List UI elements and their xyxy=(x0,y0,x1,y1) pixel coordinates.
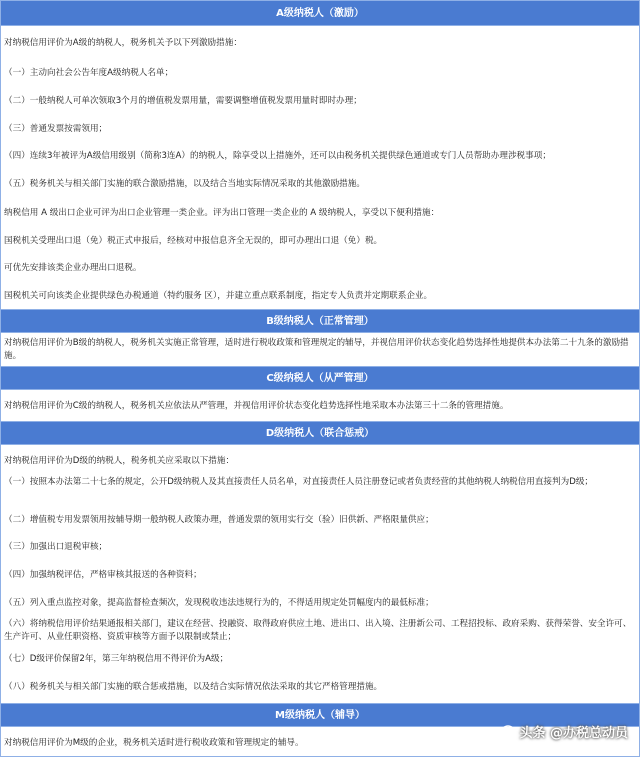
d-line-4: （四）加强纳税评估，严格审核其报送的各种资料； xyxy=(4,570,202,580)
d-line-3: （三）加强出口退税审核； xyxy=(4,542,108,552)
a-line-7: 国税机关受理出口退（免）税正式申报后，经核对申报信息齐全无误的，即可办理出口退（免）税。 xyxy=(4,236,383,246)
m-line-0: 对纳税信用评价为M级的企业，税务机关适时进行税收政策和管理规定的辅导。 xyxy=(4,738,304,748)
section-a-header: A级纳税人（激励） xyxy=(0,0,640,26)
section-b-header: B级纳税人（正常管理） xyxy=(0,309,640,333)
watermark-text: 头条 @办税总动员 xyxy=(519,726,628,741)
a-line-3: （三）普通发票按需领用； xyxy=(4,124,108,134)
b-line-0: 对纳税信用评价为B级的纳税人，税务机关实施正常管理，适时进行税收政策和管理规定的辅导，并视信用评价状态变化趋势选择性地提供本办法第二十九条的激励措施。 xyxy=(4,338,629,361)
d-line-1: （一）按照本办法第二十七条的规定，公开D级纳税人及其直接责任人员名单，对直接责任人员注册登记或者负责经营的其他纳税人纳税信用直接判为D级； xyxy=(4,477,594,487)
d-line-2: （二）增值税专用发票领用按辅导期一般纳税人政策办理，普通发票的领用实行交（验）旧供新、严格限量供应； xyxy=(4,515,434,525)
a-line-8: 可优先安排该类企业办理出口退税。 xyxy=(4,263,142,273)
watermark xyxy=(501,722,628,741)
a-line-1: （一）主动向社会公告年度A级纳税人名单； xyxy=(4,68,174,78)
c-line-0: 对纳税信用评价为C级的纳税人，税务机关应依法从严管理，并视信用评价状态变化趋势选择性地采取本办法第三十二条的管理措施。 xyxy=(4,401,509,411)
d-line-5: （五）列入重点监控对象，提高监督检查频次，发现税收违法违规行为的，不得适用规定处罚幅度内的最低标准； xyxy=(4,598,434,608)
d-line-7: （七）D级评价保留2年，第三年纳税信用不得评价为A级； xyxy=(4,654,229,664)
section-c-header: C级纳税人（从严管理） xyxy=(0,366,640,390)
a-line-9: 国税机关可向该类企业提供绿色办税通道（特约服务 区），并建立重点联系制度，指定专人负责并定期联系企业。 xyxy=(4,291,433,301)
a-line-6: 纳税信用 A 级出口企业可评为出口企业管理一类企业。评为出口管理一类企业的 A 级纳税人，享受以下便利措施： xyxy=(4,208,440,218)
a-line-0: 对纳税信用评价为A级的纳税人，税务机关予以下列激励措施： xyxy=(4,38,242,48)
toutiao-logo-icon xyxy=(501,725,515,739)
d-line-8: （八）税务机关与相关部门实施的联合惩戒措施，以及结合实际情况依法采取的其它严格管理措施。 xyxy=(4,682,383,692)
a-line-4: （四）连续3年被评为A级信用级别（简称3连A）的纳税人，除享受以上措施外，还可以由税务机关提供绿色通道或专门人员帮助办理涉税事项； xyxy=(4,151,551,161)
a-line-5: （五）税务机关与相关部门实施的联合激励措施，以及结合当地实际情况采取的其他激励措施。 xyxy=(4,179,365,189)
section-m-header: M级纳税人（辅导） xyxy=(0,703,640,727)
d-line-6: （六）将纳税信用评价结果通报相关部门，建议在经营、投融资、取得政府供应土地、进出口、出入境、注册新公司、工程招投标、政府采购、获得荣誉、安全许可、生产许可、从业任职资格、资质审核等方面予以限制或禁止； xyxy=(4,619,632,642)
a-line-2: （二）一般纳税人可单次领取3个月的增值税发票用量，需要调整增值税发票用量时即时办理； xyxy=(4,96,362,106)
d-line-0: 对纳税信用评价为D级的纳税人，税务机关应采取以下措施： xyxy=(4,456,235,466)
section-d-header: D级纳税人（联合惩戒） xyxy=(0,421,640,445)
